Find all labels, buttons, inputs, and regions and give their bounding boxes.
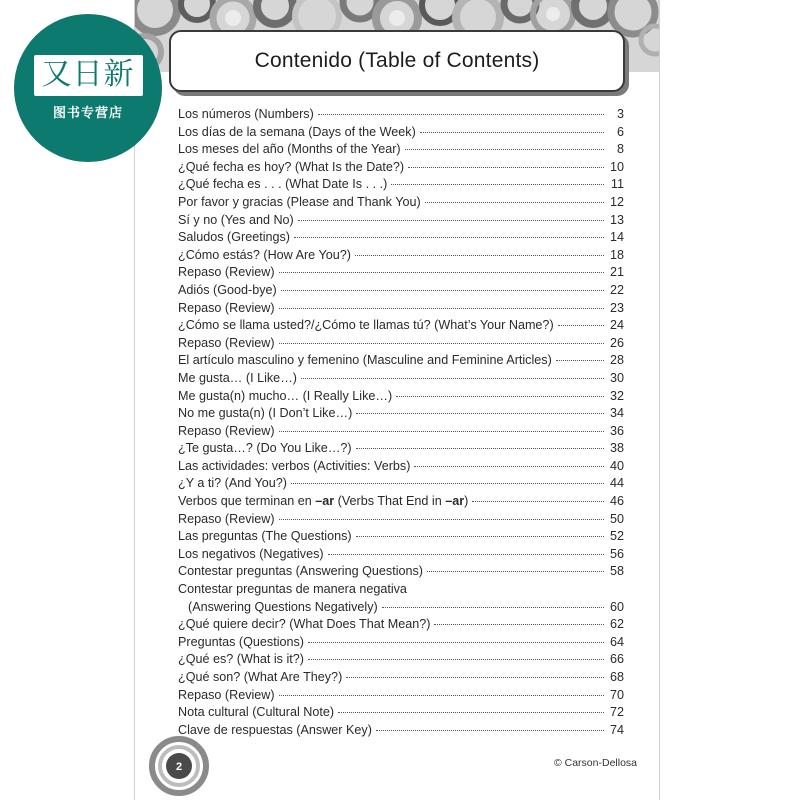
- toc-entry-title: Nota cultural (Cultural Note): [178, 705, 335, 720]
- toc-page-number: 74: [609, 722, 624, 737]
- copyright-notice: © Carson-Dellosa: [553, 757, 637, 769]
- toc-leader-dots: [346, 677, 604, 678]
- toc-page-number: 46: [609, 494, 624, 509]
- toc-page-number: 21: [609, 265, 624, 280]
- toc-entry: [178, 405, 624, 423]
- toc-page-number: 6: [616, 124, 624, 139]
- toc-entry-title: El artículo masculino y femenino (Masculine and Feminine Articles): [178, 353, 552, 368]
- toc-entry: [178, 687, 624, 705]
- toc-page-number: 40: [609, 458, 624, 473]
- toc-entry-title: Los números (Numbers): [178, 107, 314, 121]
- toc-entry: [178, 317, 624, 335]
- toc-entry-title: Sí y no (Yes and No): [178, 212, 294, 227]
- toc-leader-dots: [301, 378, 604, 379]
- toc-page-number: 60: [609, 599, 624, 614]
- toc-leader-dots: [279, 343, 604, 344]
- toc-entry: [178, 511, 624, 529]
- toc-leader-dots: [396, 396, 604, 397]
- toc-leader-dots: [356, 448, 604, 449]
- toc-entry-title: Por favor y gracias (Please and Thank You): [178, 194, 421, 209]
- store-name: 又日新: [34, 55, 143, 96]
- toc-entry-title: Verbos que terminan en –ar (Verbs That End in –ar): [178, 494, 469, 509]
- toc-page-number: 62: [609, 617, 624, 632]
- toc-page-number: 30: [609, 370, 624, 385]
- toc-page-number: 66: [609, 652, 624, 667]
- toc-entry: [178, 176, 624, 194]
- toc-entry-title: (Answering Questions Negatively): [188, 599, 378, 614]
- toc-page-number: 13: [609, 212, 624, 227]
- toc-entry-title: Las preguntas (The Questions): [178, 529, 352, 544]
- toc-entry: [178, 300, 624, 318]
- page-title: Contenido (Table of Contents): [254, 49, 540, 72]
- toc-leader-dots: [427, 571, 604, 572]
- toc-entry-title: Los días de la semana (Days of the Week): [178, 124, 416, 139]
- toc-leader-dots: [279, 431, 604, 432]
- toc-entry: [178, 563, 624, 581]
- toc-leader-dots: [425, 202, 604, 203]
- toc-leader-dots: [434, 624, 604, 625]
- toc-entry-title: Repaso (Review): [178, 687, 275, 702]
- title-box: [169, 30, 625, 92]
- page-number-badge: [149, 736, 209, 796]
- toc-entry-title: ¿Qué quiere decir? (What Does That Mean?): [178, 617, 431, 632]
- toc-entry: [178, 616, 624, 634]
- toc-entry-title: Repaso (Review): [178, 265, 275, 280]
- toc-page-number: 38: [609, 441, 624, 456]
- toc-entry-title: Las actividades: verbos (Activities: Verbs): [178, 458, 411, 473]
- toc-page-number: 32: [609, 388, 624, 403]
- toc-page-number: 44: [609, 476, 624, 491]
- toc-leader-dots: [556, 360, 604, 361]
- toc-page-number: 56: [609, 546, 624, 561]
- toc-entry: [178, 352, 624, 370]
- toc-leader-dots: [356, 536, 604, 537]
- toc-entry-title: Clave de respuestas (Answer Key): [178, 722, 372, 737]
- toc-page-number: 26: [609, 335, 624, 350]
- toc-leader-dots: [382, 607, 604, 608]
- toc-entry-title: No me gusta(n) (I Don’t Like…): [178, 406, 353, 421]
- toc-entry-title: Adiós (Good-bye): [178, 282, 277, 297]
- toc-entry-title: ¿Cómo se llama usted?/¿Cómo te llamas tú? (What’s Your Name?): [178, 318, 554, 333]
- toc-leader-dots: [281, 290, 604, 291]
- page-number: 2: [175, 761, 183, 773]
- toc-entry-title: ¿Qué fecha es . . . (What Date Is . . .): [178, 177, 388, 192]
- toc-leader-dots: [408, 167, 604, 168]
- toc-entry: [178, 247, 624, 265]
- toc-entry: [178, 634, 624, 652]
- toc-entry: [178, 651, 624, 669]
- toc-entry: [178, 546, 624, 564]
- toc-page-number: 72: [609, 705, 624, 720]
- toc-leader-dots: [376, 730, 604, 731]
- toc-entry: [178, 704, 624, 722]
- toc-leader-dots: [279, 308, 604, 309]
- toc-page-number: 3: [616, 107, 624, 121]
- toc-entry: [178, 475, 624, 493]
- toc-leader-dots: [318, 114, 604, 115]
- toc-entry-title: ¿Te gusta…? (Do You Like…?): [178, 441, 352, 456]
- toc-entry: [178, 370, 624, 388]
- toc-entry: [178, 106, 624, 124]
- toc-leader-dots: [279, 272, 604, 273]
- toc-entry-title: Los meses del año (Months of the Year): [178, 142, 401, 157]
- toc-entry-title: Contestar preguntas (Answering Questions): [178, 564, 424, 579]
- toc-entry: [178, 194, 624, 212]
- toc-page-number: 64: [609, 634, 624, 649]
- toc-entry-title: Contestar preguntas de manera negativa: [178, 582, 407, 597]
- toc-entry: [178, 124, 624, 142]
- toc-entry: [178, 599, 624, 617]
- table-of-contents: [178, 106, 624, 739]
- toc-entry-title: Repaso (Review): [178, 335, 275, 350]
- toc-page-number: 28: [609, 353, 624, 368]
- toc-entry: [178, 722, 624, 740]
- toc-page-number: 23: [609, 300, 624, 315]
- toc-page-number: 34: [609, 406, 624, 421]
- toc-leader-dots: [420, 132, 604, 133]
- toc-page-number: 22: [609, 282, 624, 297]
- toc-entry-title: ¿Y a ti? (And You?): [178, 476, 287, 491]
- toc-entry-title: Me gusta… (I Like…): [178, 370, 297, 385]
- book-page: [134, 0, 660, 800]
- toc-entry-title: ¿Cómo estás? (How Are You?): [178, 247, 351, 262]
- toc-entry: [178, 212, 624, 230]
- toc-leader-dots: [355, 255, 604, 256]
- toc-leader-dots: [328, 554, 604, 555]
- toc-entry: [178, 669, 624, 687]
- toc-leader-dots: [279, 519, 604, 520]
- toc-leader-dots: [294, 237, 604, 238]
- toc-entry: [178, 458, 624, 476]
- toc-entry: [178, 423, 624, 441]
- toc-leader-dots: [298, 220, 604, 221]
- store-subtitle: 图书专营店: [52, 105, 123, 120]
- toc-page-number: 18: [609, 247, 624, 262]
- toc-page-number: 24: [609, 318, 624, 333]
- toc-leader-dots: [308, 642, 604, 643]
- toc-page-number: 36: [609, 423, 624, 438]
- toc-entry-title: Los negativos (Negatives): [178, 546, 324, 561]
- toc-page-number: 58: [609, 564, 624, 579]
- toc-leader-dots: [472, 501, 604, 502]
- toc-entry: [178, 388, 624, 406]
- toc-entry-title: Repaso (Review): [178, 423, 275, 438]
- toc-leader-dots: [338, 712, 604, 713]
- toc-leader-dots: [279, 695, 604, 696]
- toc-leader-dots: [356, 413, 604, 414]
- toc-entry-title: Repaso (Review): [178, 300, 275, 315]
- toc-entry: [178, 528, 624, 546]
- toc-leader-dots: [391, 184, 604, 185]
- toc-entry: [178, 335, 624, 353]
- toc-entry-title: Preguntas (Questions): [178, 634, 304, 649]
- toc-page-number: 8: [616, 142, 624, 157]
- toc-entry-title: Me gusta(n) mucho… (I Really Like…): [178, 388, 393, 403]
- toc-leader-dots: [558, 325, 604, 326]
- toc-entry: [178, 282, 624, 300]
- toc-entry: [178, 159, 624, 177]
- toc-page-number: 68: [609, 670, 624, 684]
- toc-page-number: 11: [610, 177, 624, 192]
- toc-page-number: 10: [609, 159, 624, 174]
- toc-leader-dots: [414, 466, 604, 467]
- toc-leader-dots: [291, 483, 604, 484]
- toc-entry: [178, 264, 624, 282]
- toc-page-number: 52: [609, 529, 624, 544]
- toc-entry-title: Repaso (Review): [178, 511, 275, 526]
- toc-leader-dots: [405, 149, 604, 150]
- toc-entry: [178, 493, 624, 511]
- toc-entry-title: Saludos (Greetings): [178, 230, 290, 245]
- toc-entry-title: ¿Qué es? (What is it?): [178, 652, 304, 667]
- toc-page-number: 14: [609, 230, 624, 245]
- toc-page-number: 50: [609, 511, 624, 526]
- store-badge: [14, 14, 162, 162]
- toc-entry-title: ¿Qué son? (What Are They?): [178, 670, 343, 684]
- toc-entry-title: ¿Qué fecha es hoy? (What Is the Date?): [178, 159, 405, 174]
- toc-entry: [178, 440, 624, 458]
- toc-entry: [178, 229, 624, 247]
- toc-leader-dots: [308, 659, 604, 660]
- toc-page-number: 12: [609, 194, 624, 209]
- toc-entry: [178, 141, 624, 159]
- toc-page-number: 70: [609, 687, 624, 702]
